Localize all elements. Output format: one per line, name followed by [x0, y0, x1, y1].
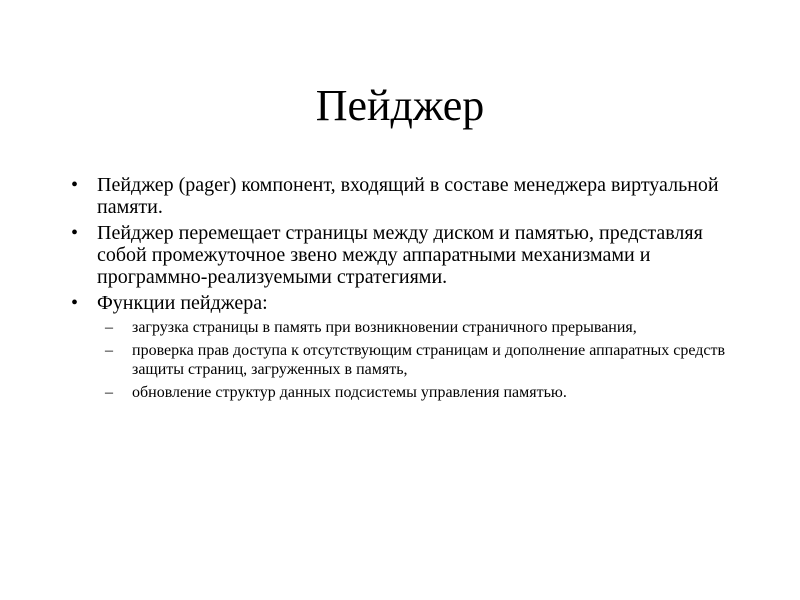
- subitem-text: проверка прав доступа к отсутствующим страницам и дополнение аппаратных средств защиты страниц, загруженных в память,: [132, 342, 726, 378]
- bullet-marker: •: [71, 174, 79, 196]
- subitem-marker: –: [105, 319, 113, 336]
- subitem-text: загрузка страницы в память при возникновении страничного прерывания,: [132, 319, 637, 336]
- subitem-marker: –: [105, 342, 113, 359]
- subitem-text: обновление структур данных подсистемы управления памятью.: [132, 384, 567, 401]
- slide-title: Пейджер: [315, 81, 485, 130]
- subitem-list: [68, 318, 728, 402]
- subitem: [68, 341, 728, 379]
- bullet-marker: •: [71, 292, 79, 314]
- bullet-item: [68, 222, 728, 288]
- slide-body: [68, 174, 728, 406]
- bullet-item: [68, 174, 728, 218]
- subitem: [68, 318, 728, 337]
- bullet-marker: •: [71, 222, 79, 244]
- subitem-marker: –: [105, 384, 113, 401]
- bullet-text: Функции пейджера:: [97, 292, 268, 314]
- bullet-text: Пейджер (pager) компонент, входящий в составе менеджера виртуальной памяти.: [97, 174, 719, 218]
- bullet-text: Пейджер перемещает страницы между диском и памятью, представляя собой промежуточное звено между аппаратными механизмами и программно-реализуемыми стратегиями.: [97, 222, 703, 288]
- subitem: [68, 383, 728, 402]
- bullet-item: [68, 292, 728, 314]
